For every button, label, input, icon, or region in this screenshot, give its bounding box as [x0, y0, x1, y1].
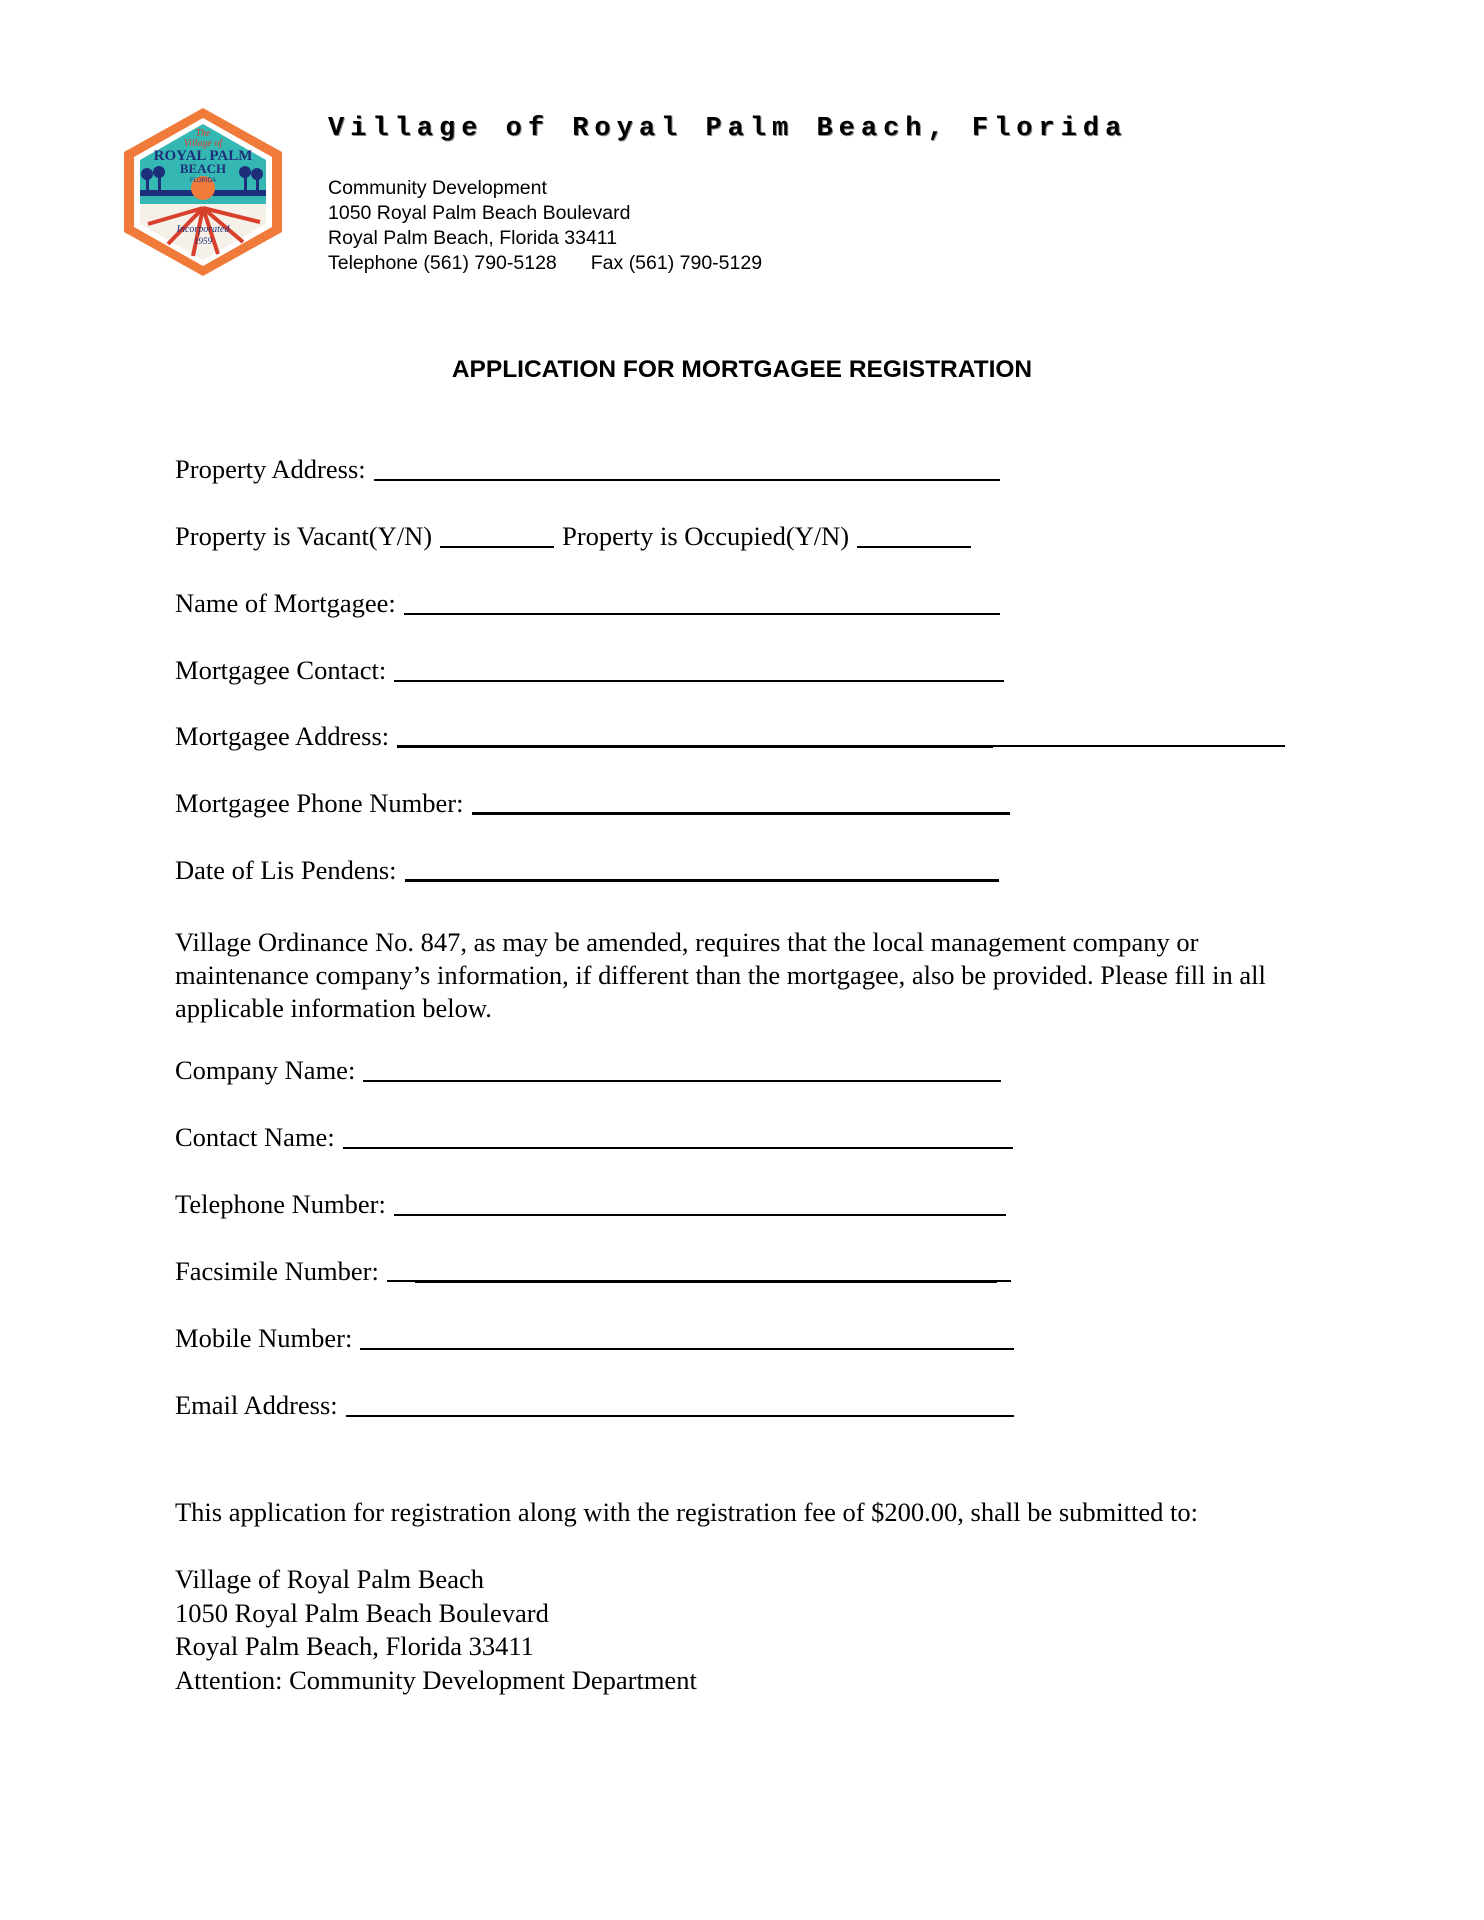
- ordinance-paragraph: Village Ordinance No. 847, as may be amended, requires that the local management company or maintenance company’s information, if different than the mortgagee, also be provided. Please fill in all applicable information below.: [175, 927, 1266, 1023]
- facsimile-row: [175, 1255, 1011, 1287]
- lis-pendens-label: Date of Lis Pendens:: [175, 855, 397, 885]
- organization-title: Village of Royal Palm Beach, Florida: [328, 114, 1128, 144]
- telephone-input[interactable]: [394, 1190, 1006, 1216]
- facsimile-label: Facsimile Number:: [175, 1256, 379, 1286]
- email-input[interactable]: [346, 1391, 1014, 1417]
- property-address-row: [175, 453, 1000, 485]
- mortgagee-phone-input[interactable]: [472, 788, 1010, 815]
- company-name-label: Company Name:: [175, 1055, 356, 1085]
- logo-text-royal-palm: ROYAL PALM: [153, 148, 253, 164]
- lis-pendens-input[interactable]: [405, 855, 999, 882]
- form-title: APPLICATION FOR MORTGAGEE REGISTRATION: [451, 356, 1033, 383]
- occupied-input[interactable]: [857, 522, 971, 548]
- contact-name-label: Contact Name:: [175, 1122, 335, 1152]
- lis-pendens-row: [175, 854, 999, 886]
- department-telephone: Telephone (561) 790-5128: [328, 252, 557, 274]
- telephone-label: Telephone Number:: [175, 1189, 386, 1219]
- contact-name-row: [175, 1121, 1013, 1153]
- company-name-row: [175, 1054, 1001, 1086]
- company-name-input[interactable]: [363, 1056, 1001, 1082]
- mortgagee-phone-label: Mortgagee Phone Number:: [175, 788, 464, 818]
- submission-recipient: Village of Royal Palm Beach: [175, 1564, 484, 1594]
- vacant-input[interactable]: [440, 522, 554, 548]
- mobile-input[interactable]: [360, 1324, 1014, 1350]
- mortgagee-name-input[interactable]: [404, 589, 1000, 615]
- department-street: 1050 Royal Palm Beach Boulevard: [328, 202, 631, 224]
- mortgagee-contact-row: [175, 654, 1004, 686]
- logo-text-year: 1959: [194, 236, 212, 246]
- mortgagee-address-label: Mortgagee Address:: [175, 721, 390, 751]
- department-fax: Fax (561) 790-5129: [590, 252, 763, 274]
- department-phone-fax: [328, 251, 762, 276]
- submission-address-block: [175, 1563, 697, 1697]
- logo-text-beach: BEACH: [179, 161, 227, 176]
- department-city: Royal Palm Beach, Florida 33411: [328, 227, 618, 249]
- submission-city: Royal Palm Beach, Florida 33411: [175, 1631, 534, 1661]
- mortgagee-phone-row: [175, 787, 1010, 819]
- mortgagee-address-input[interactable]: [397, 721, 1285, 752]
- occupancy-row: [175, 520, 971, 552]
- vacant-label: Property is Vacant(Y/N): [175, 521, 433, 551]
- email-row: [175, 1389, 1014, 1421]
- submission-instruction: This application for registration along with the registration fee of $200.00, shall be submitted to:: [175, 1497, 1198, 1527]
- mortgagee-address-row: [175, 720, 1285, 752]
- logo-text-incorporated: Incorporated: [176, 224, 230, 235]
- logo-text-the: The: [195, 128, 211, 139]
- mortgagee-name-label: Name of Mortgagee:: [175, 588, 396, 618]
- logo-text-florida: FLORIDA: [189, 178, 217, 184]
- telephone-row: [175, 1188, 1006, 1220]
- property-address-input[interactable]: [374, 455, 1000, 481]
- mobile-label: Mobile Number:: [175, 1323, 353, 1353]
- logo-text-village-of: Village of: [183, 138, 223, 149]
- email-label: Email Address:: [175, 1390, 338, 1420]
- mortgagee-contact-label: Mortgagee Contact:: [175, 655, 387, 685]
- department-name: Community Development: [328, 177, 547, 199]
- contact-name-input[interactable]: [343, 1123, 1013, 1149]
- occupied-label: Property is Occupied(Y/N): [562, 521, 850, 551]
- mortgagee-name-row: [175, 587, 1000, 619]
- village-seal-logo: [118, 104, 288, 280]
- mobile-row: [175, 1322, 1014, 1354]
- mortgagee-contact-input[interactable]: [394, 656, 1004, 682]
- submission-attention: Attention: Community Development Department: [175, 1664, 697, 1695]
- submission-street: 1050 Royal Palm Beach Boulevard: [175, 1597, 549, 1628]
- organization-contact-block: [328, 176, 762, 276]
- facsimile-input[interactable]: [387, 1256, 1011, 1287]
- property-address-label: Property Address:: [175, 454, 366, 484]
